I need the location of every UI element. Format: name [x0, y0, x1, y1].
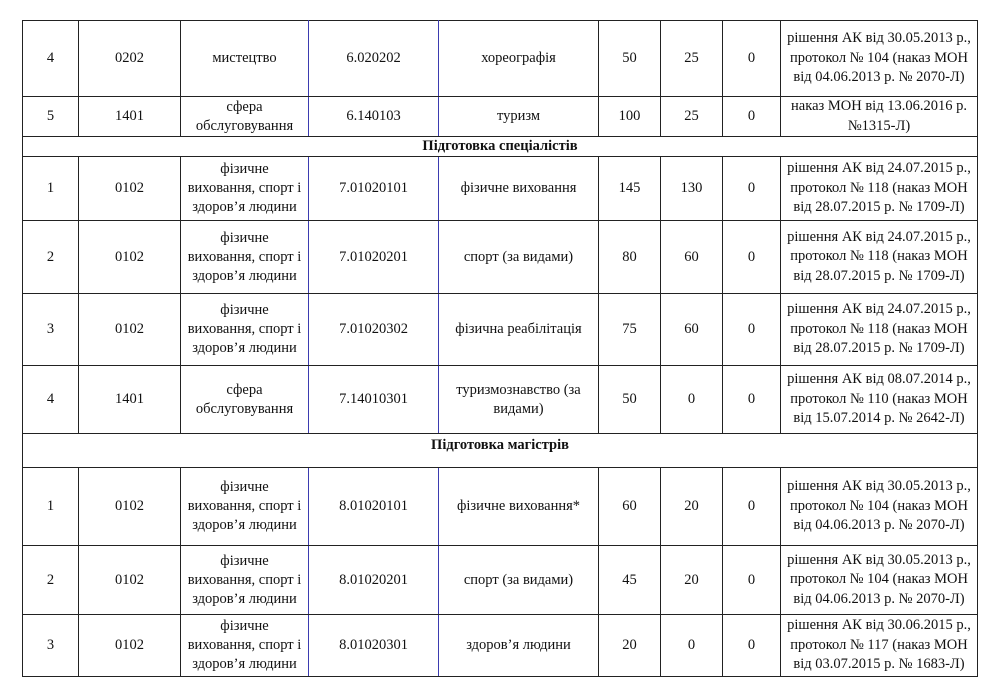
- field-name: фізичне виховання, спорт і здоров’я людини: [181, 468, 309, 546]
- field-name: фізичне виховання, спорт і здоров’я людини: [181, 294, 309, 366]
- row-number: 1: [23, 157, 79, 221]
- volume-1: 75: [599, 294, 661, 366]
- section-header-row: [23, 137, 978, 157]
- volume-2: 60: [661, 294, 723, 366]
- volume-1: 50: [599, 366, 661, 434]
- volume-1: 80: [599, 221, 661, 294]
- row-number: 3: [23, 615, 79, 677]
- table-row: [23, 221, 978, 294]
- license-note: наказ МОН від 13.06.2016 р. №1315-Л): [781, 97, 978, 137]
- table-row: [23, 366, 978, 434]
- section-header-row: [23, 434, 978, 468]
- field-code: 0102: [79, 468, 181, 546]
- volume-2: 0: [661, 615, 723, 677]
- field-name: фізичне виховання, спорт і здоров’я людини: [181, 157, 309, 221]
- specialty-code: 8.01020301: [309, 615, 439, 677]
- volume-1: 50: [599, 21, 661, 97]
- licensing-table: [22, 20, 978, 677]
- field-code: 0102: [79, 615, 181, 677]
- specialty-name: фізична реабілітація: [439, 294, 599, 366]
- license-note: рішення АК від 30.05.2013 р., протокол № 104 (наказ МОН від 04.06.2013 р. № 2070-Л): [781, 21, 978, 97]
- volume-3: 0: [723, 366, 781, 434]
- specialty-code: 8.01020101: [309, 468, 439, 546]
- volume-1: 60: [599, 468, 661, 546]
- specialty-code: 7.01020101: [309, 157, 439, 221]
- field-code: 0102: [79, 294, 181, 366]
- volume-3: 0: [723, 221, 781, 294]
- field-name: фізичне виховання, спорт і здоров’я людини: [181, 615, 309, 677]
- specialty-code: 7.14010301: [309, 366, 439, 434]
- volume-2: 60: [661, 221, 723, 294]
- volume-3: 0: [723, 294, 781, 366]
- section-title-masters: Підготовка магістрів: [23, 434, 978, 468]
- table-row: [23, 546, 978, 615]
- volume-3: 0: [723, 157, 781, 221]
- volume-2: 20: [661, 546, 723, 615]
- specialty-name: фізичне виховання: [439, 157, 599, 221]
- field-code: 1401: [79, 366, 181, 434]
- field-code: 0202: [79, 21, 181, 97]
- table-row: [23, 97, 978, 137]
- volume-1: 20: [599, 615, 661, 677]
- specialty-name: спорт (за видами): [439, 221, 599, 294]
- volume-3: 0: [723, 21, 781, 97]
- volume-2: 25: [661, 97, 723, 137]
- row-number: 4: [23, 21, 79, 97]
- specialty-code: 6.140103: [309, 97, 439, 137]
- license-note: рішення АК від 08.07.2014 р., протокол № 110 (наказ МОН від 15.07.2014 р. № 2642-Л): [781, 366, 978, 434]
- license-note: рішення АК від 30.06.2015 р., протокол № 117 (наказ МОН від 03.07.2015 р. № 1683-Л): [781, 615, 978, 677]
- volume-1: 45: [599, 546, 661, 615]
- specialty-name: туризмознавство (за видами): [439, 366, 599, 434]
- specialty-name: хореографія: [439, 21, 599, 97]
- field-code: 1401: [79, 97, 181, 137]
- row-number: 2: [23, 221, 79, 294]
- table-row: [23, 294, 978, 366]
- field-code: 0102: [79, 546, 181, 615]
- volume-3: 0: [723, 615, 781, 677]
- volume-2: 25: [661, 21, 723, 97]
- field-code: 0102: [79, 157, 181, 221]
- specialty-name: фізичне виховання*: [439, 468, 599, 546]
- license-note: рішення АК від 24.07.2015 р., протокол № 118 (наказ МОН від 28.07.2015 р. № 1709-Л): [781, 221, 978, 294]
- volume-2: 130: [661, 157, 723, 221]
- specialty-name: спорт (за видами): [439, 546, 599, 615]
- table-row: [23, 468, 978, 546]
- license-note: рішення АК від 30.05.2013 р., протокол № 104 (наказ МОН від 04.06.2013 р. № 2070-Л): [781, 546, 978, 615]
- row-number: 5: [23, 97, 79, 137]
- specialty-code: 8.01020201: [309, 546, 439, 615]
- field-name: фізичне виховання, спорт і здоров’я людини: [181, 221, 309, 294]
- license-note: рішення АК від 30.05.2013 р., протокол № 104 (наказ МОН від 04.06.2013 р. № 2070-Л): [781, 468, 978, 546]
- volume-2: 20: [661, 468, 723, 546]
- field-code: 0102: [79, 221, 181, 294]
- table-row: [23, 21, 978, 97]
- specialty-code: 6.020202: [309, 21, 439, 97]
- row-number: 4: [23, 366, 79, 434]
- volume-3: 0: [723, 468, 781, 546]
- volume-3: 0: [723, 97, 781, 137]
- field-name: сфера обслуговування: [181, 97, 309, 137]
- field-name: сфера обслуговування: [181, 366, 309, 434]
- section-title-specialists: Підготовка спеціалістів: [23, 137, 978, 157]
- row-number: 1: [23, 468, 79, 546]
- volume-3: 0: [723, 546, 781, 615]
- license-note: рішення АК від 24.07.2015 р., протокол № 118 (наказ МОН від 28.07.2015 р. № 1709-Л): [781, 157, 978, 221]
- volume-2: 0: [661, 366, 723, 434]
- field-name: фізичне виховання, спорт і здоров’я людини: [181, 546, 309, 615]
- volume-1: 100: [599, 97, 661, 137]
- specialty-code: 7.01020302: [309, 294, 439, 366]
- row-number: 2: [23, 546, 79, 615]
- field-name: мистецтво: [181, 21, 309, 97]
- license-note: рішення АК від 24.07.2015 р., протокол № 118 (наказ МОН від 28.07.2015 р. № 1709-Л): [781, 294, 978, 366]
- table-row: [23, 157, 978, 221]
- table-row: [23, 615, 978, 677]
- row-number: 3: [23, 294, 79, 366]
- specialty-name: здоров’я людини: [439, 615, 599, 677]
- volume-1: 145: [599, 157, 661, 221]
- specialty-code: 7.01020201: [309, 221, 439, 294]
- specialty-name: туризм: [439, 97, 599, 137]
